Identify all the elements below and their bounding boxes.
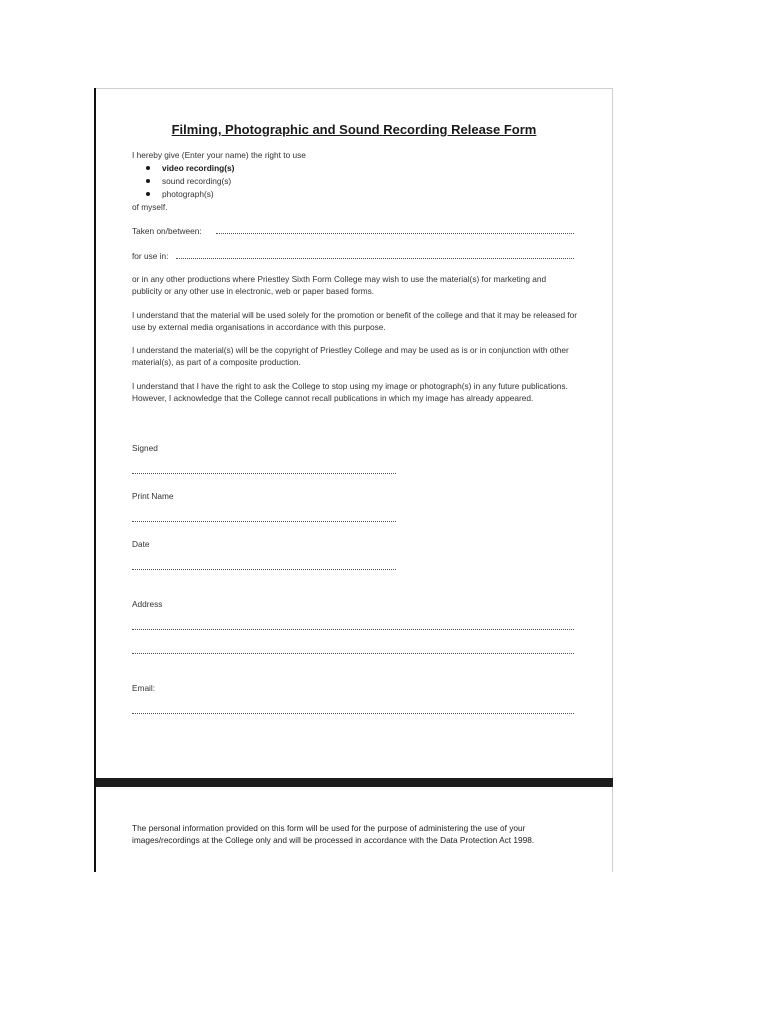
bullet-icon [146,192,150,196]
intro-text: I hereby give (Enter your name) the right to use [132,150,306,160]
bullet-icon [146,166,150,170]
print-name-label: Print Name [132,491,174,501]
paragraph-copyright: I understand the material(s) will be the copyright of Priestley College and may be used as is or in conjunction with other material(s), as part of a composite production. [132,345,569,367]
email-field[interactable] [132,713,574,714]
for-use-label: for use in: [132,251,169,261]
taken-label: Taken on/between: [132,226,202,236]
usage-list [146,162,234,201]
email-label: Email: [132,683,156,693]
date-field[interactable] [132,569,396,570]
address-label: Address [132,599,163,609]
address-field-line-1[interactable] [132,629,574,630]
of-myself-text: of myself. [132,202,168,212]
list-item-sound: sound recording(s) [146,175,234,188]
paragraph-promotion: I understand that the material will be used solely for the promotion or benefit of the college and that it may be released for use by external media organisations in accordance with this purpose. [132,310,578,332]
signed-label: Signed [132,443,158,453]
list-item-photo: photograph(s) [146,188,234,201]
taken-field[interactable] [216,233,574,234]
page-right-edge-lower [612,787,613,872]
for-use-field[interactable] [176,258,574,259]
data-protection-notice: The personal information provided on this form will be used for the purpose of administering the use of your images/recordings at the College only and will be processed in accordance with the Data Protection Act 1998. [132,823,535,845]
paragraph-rights: I understand that I have the right to ask the College to stop using my image or photograph(s) in any future publications. However, I acknowledge that the College cannot recall publications in which my image has already appeared. [132,381,568,403]
page-divider-bar [96,778,613,787]
page-top-edge [96,88,612,89]
bullet-icon [146,179,150,183]
list-item-video: video recording(s) [146,162,234,175]
document-page [94,88,613,872]
paragraph-productions: or in any other productions where Priestley Sixth Form College may wish to use the material(s) for marketing and publicity or any other use in electronic, web or paper based forms. [132,274,547,296]
page-right-edge [612,88,613,778]
address-field-line-2[interactable] [132,653,574,654]
date-label: Date [132,539,150,549]
form-title: Filming, Photographic and Sound Recording Release Form [171,122,537,137]
page-left-border [94,88,96,872]
signed-field[interactable] [132,473,396,474]
print-name-field[interactable] [132,521,396,522]
